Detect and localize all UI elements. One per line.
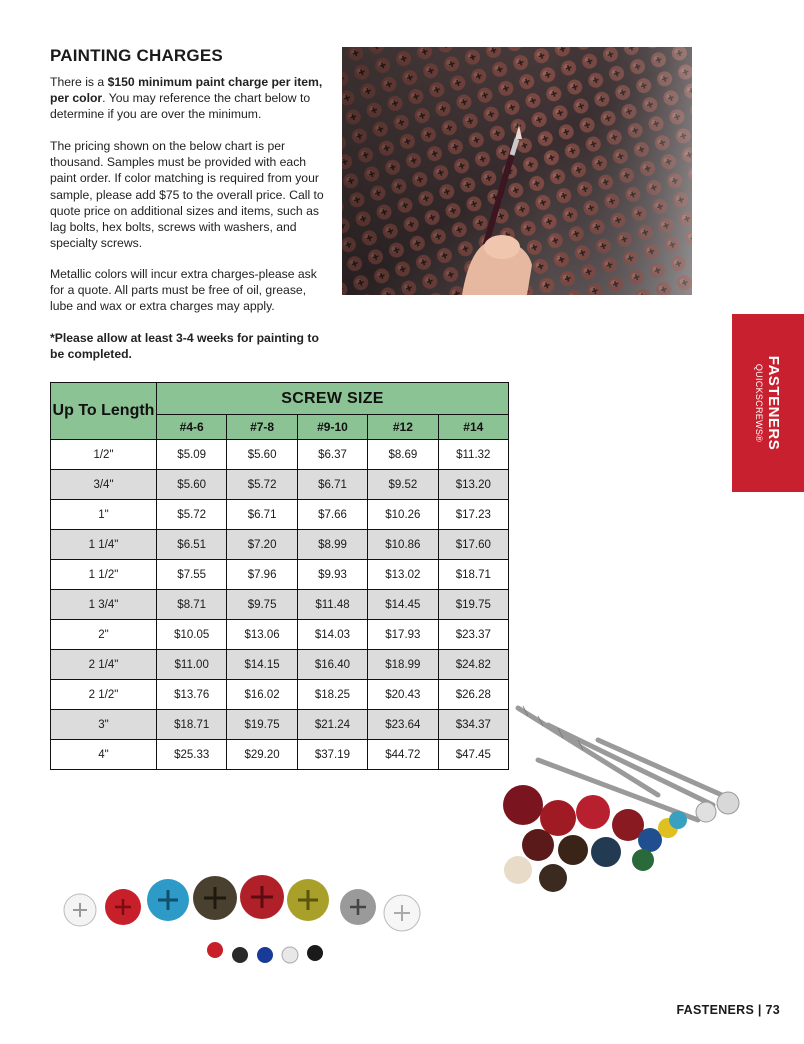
table-row xyxy=(51,650,509,680)
screw-size-header: #7-8 xyxy=(227,415,297,440)
price-cell: $37.19 xyxy=(297,740,367,770)
minimum-charge-intro: There is a xyxy=(50,75,108,89)
screw-size-header: #14 xyxy=(438,415,508,440)
pricing-info-paragraph: The pricing shown on the below chart is per thousand. Samples must be provided with each paint order. If color matching is required from your sample, please add $75 to the overall price. Call to quote price on additional sizes and items, such as lag bolts, hex bolts, screws with washers, and specialty screws. xyxy=(50,139,324,251)
price-cell: $29.20 xyxy=(227,740,297,770)
length-column-header: Up To Length xyxy=(51,383,157,440)
price-cell: $14.15 xyxy=(227,650,297,680)
price-cell: $14.45 xyxy=(368,590,438,620)
price-cell: $34.37 xyxy=(438,710,508,740)
painted-hex-screws-photo xyxy=(478,700,778,910)
screw-size-group-header: SCREW SIZE xyxy=(157,383,509,415)
price-cell: $21.24 xyxy=(297,710,367,740)
length-cell: 1 1/2" xyxy=(51,560,157,590)
price-cell: $17.23 xyxy=(438,500,508,530)
minimum-charge-rest: . You may reference the chart below to determine if you are over the minimum. xyxy=(50,91,311,122)
screw-size-header: #9-10 xyxy=(297,415,367,440)
price-cell: $8.71 xyxy=(157,590,227,620)
table-row xyxy=(51,440,509,470)
section-tab xyxy=(732,314,804,492)
price-cell: $13.76 xyxy=(157,680,227,710)
screw-size-header: #12 xyxy=(368,415,438,440)
price-cell: $6.71 xyxy=(227,500,297,530)
minimum-charge-emphasis: $150 minimum paint charge per item, per color xyxy=(50,75,323,106)
price-cell: $24.82 xyxy=(438,650,508,680)
price-cell: $44.72 xyxy=(368,740,438,770)
price-cell: $47.45 xyxy=(438,740,508,770)
page-title: PAINTING CHARGES xyxy=(50,46,223,65)
price-cell: $18.99 xyxy=(368,650,438,680)
price-cell: $9.93 xyxy=(297,560,367,590)
price-cell: $10.86 xyxy=(368,530,438,560)
price-cell: $9.75 xyxy=(227,590,297,620)
screw-size-header: #4-6 xyxy=(157,415,227,440)
price-cell: $7.66 xyxy=(297,500,367,530)
price-cell: $8.99 xyxy=(297,530,367,560)
length-cell: 1/2" xyxy=(51,440,157,470)
price-cell: $13.20 xyxy=(438,470,508,500)
price-cell: $17.60 xyxy=(438,530,508,560)
price-cell: $8.69 xyxy=(368,440,438,470)
table-row xyxy=(51,710,509,740)
price-cell: $13.02 xyxy=(368,560,438,590)
price-cell: $14.03 xyxy=(297,620,367,650)
table-row xyxy=(51,560,509,590)
price-cell: $25.33 xyxy=(157,740,227,770)
length-cell: 1 1/4" xyxy=(51,530,157,560)
table-row xyxy=(51,530,509,560)
price-cell: $13.06 xyxy=(227,620,297,650)
price-cell: $7.20 xyxy=(227,530,297,560)
length-cell: 3/4" xyxy=(51,470,157,500)
price-cell: $7.96 xyxy=(227,560,297,590)
length-cell: 3" xyxy=(51,710,157,740)
price-cell: $6.71 xyxy=(297,470,367,500)
painted-pan-head-screws-photo xyxy=(30,855,485,980)
price-cell: $11.32 xyxy=(438,440,508,470)
table-row xyxy=(51,470,509,500)
table-row xyxy=(51,620,509,650)
price-cell: $23.37 xyxy=(438,620,508,650)
price-cell: $17.93 xyxy=(368,620,438,650)
price-cell: $16.40 xyxy=(297,650,367,680)
length-cell: 1" xyxy=(51,500,157,530)
lead-time-note: *Please allow at least 3-4 weeks for painting to be completed. xyxy=(50,331,319,362)
price-cell: $19.75 xyxy=(438,590,508,620)
table-row xyxy=(51,740,509,770)
price-cell: $20.43 xyxy=(368,680,438,710)
table-row xyxy=(51,500,509,530)
price-cell: $5.60 xyxy=(157,470,227,500)
metallic-colors-paragraph: Metallic colors will incur extra charges-please ask for a quote. All parts must be free of oil, grease, lube and wax or extra charges may apply. xyxy=(50,267,317,314)
price-cell: $5.72 xyxy=(157,500,227,530)
section-tab-subtitle: QUICKSCREWS® xyxy=(754,363,764,443)
length-cell: 1 3/4" xyxy=(51,590,157,620)
price-cell: $18.25 xyxy=(297,680,367,710)
table-row xyxy=(51,680,509,710)
price-cell: $9.52 xyxy=(368,470,438,500)
length-cell: 4" xyxy=(51,740,157,770)
price-cell: $5.72 xyxy=(227,470,297,500)
price-cell: $26.28 xyxy=(438,680,508,710)
table-row xyxy=(51,590,509,620)
price-cell: $18.71 xyxy=(157,710,227,740)
price-cell: $5.09 xyxy=(157,440,227,470)
price-cell: $5.60 xyxy=(227,440,297,470)
minimum-charge-paragraph xyxy=(50,74,330,123)
price-cell: $16.02 xyxy=(227,680,297,710)
length-cell: 2 1/2" xyxy=(51,680,157,710)
price-cell: $10.26 xyxy=(368,500,438,530)
painting-screws-photo xyxy=(342,47,692,295)
section-tab-title: FASTENERS xyxy=(765,355,782,451)
price-cell: $10.05 xyxy=(157,620,227,650)
painting-price-table xyxy=(50,382,509,770)
length-cell: 2" xyxy=(51,620,157,650)
price-cell: $11.00 xyxy=(157,650,227,680)
price-cell: $23.64 xyxy=(368,710,438,740)
length-cell: 2 1/4" xyxy=(51,650,157,680)
price-cell: $6.51 xyxy=(157,530,227,560)
price-cell: $7.55 xyxy=(157,560,227,590)
price-cell: $6.37 xyxy=(297,440,367,470)
price-cell: $18.71 xyxy=(438,560,508,590)
price-cell: $19.75 xyxy=(227,710,297,740)
price-cell: $11.48 xyxy=(297,590,367,620)
page-footer: FASTENERS | 73 xyxy=(676,1003,780,1017)
